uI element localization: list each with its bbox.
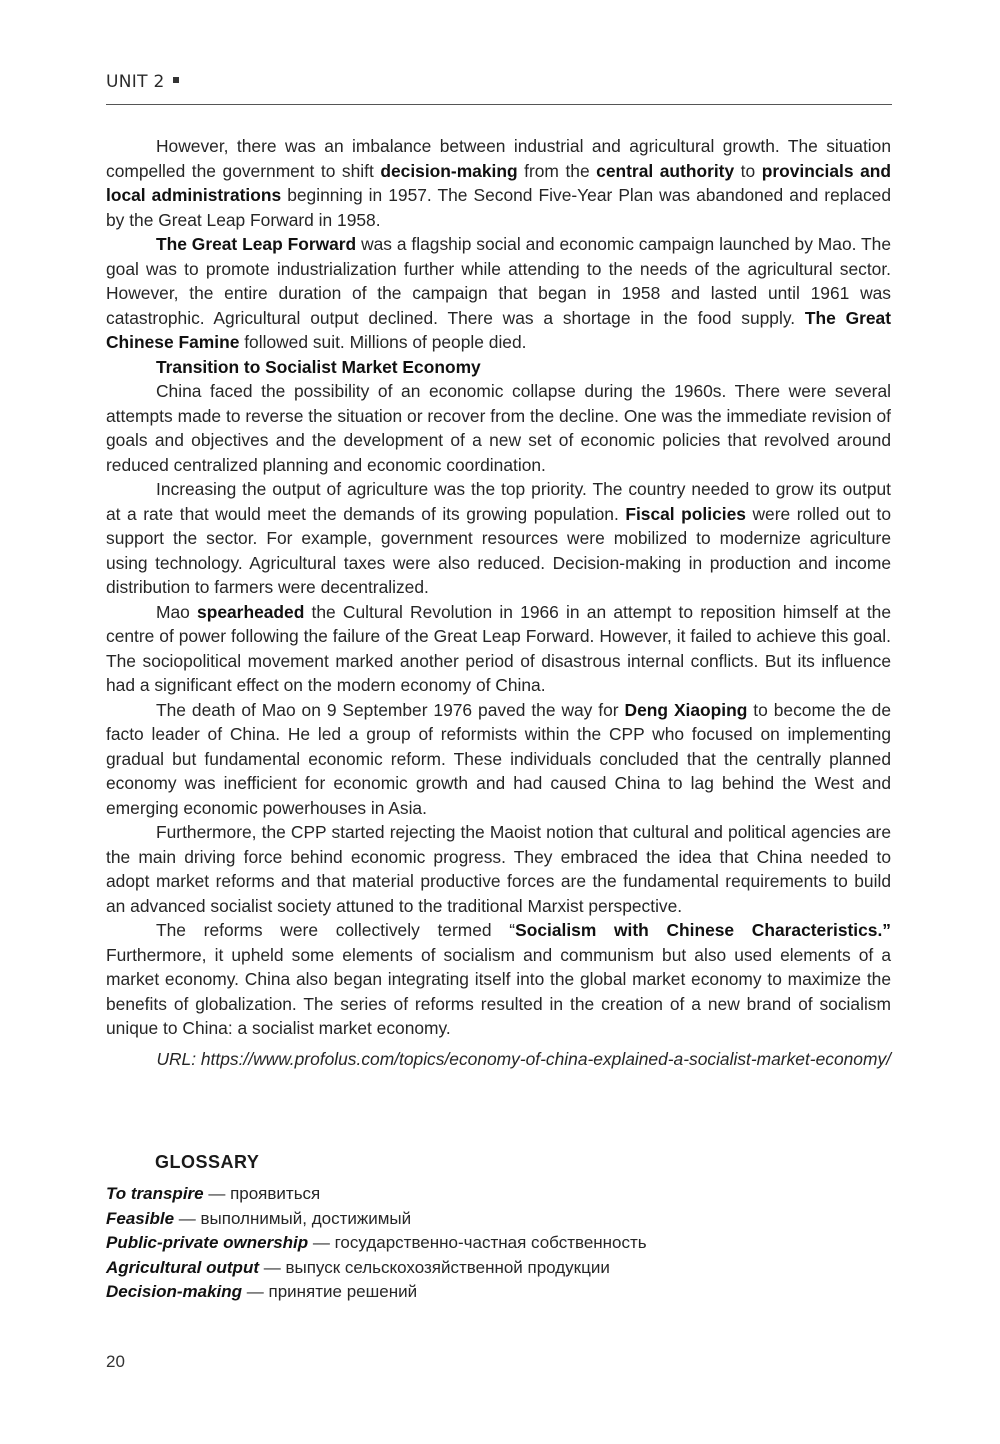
separator: — xyxy=(203,1184,231,1203)
bold-term: provincials and local administrations xyxy=(106,160,891,205)
glossary-translation: проявиться xyxy=(230,1184,321,1203)
glossary-title: GLOSSARY xyxy=(155,1152,260,1172)
text: to become the de facto leader of China. He led a group of reformists within the CPP who focused on implementing gradual but fundamental economic reform. These individuals concluded that the centrally planned economy was inefficient for economic growth and had caused China to lag behind the West and emerging economic powerhouses in Asia. xyxy=(106,699,891,818)
text: The death of Mao on 9 September 1976 paved the way for xyxy=(156,699,625,720)
bold-term: central authority xyxy=(596,160,735,181)
text: from the xyxy=(517,160,597,181)
text: were rolled out to support the sector. For example, government resources were mobilized to modernize agriculture using technology. Agricultural taxes were also reduced. Decision-making in production and income distribution to farmers were decentralized. xyxy=(106,503,892,597)
text: Furthermore, it upheld some elements of socialism and communism but also used elements of a market economy. China also began integrating itself into the global market economy to maximize the benefits of globalization. The series of reforms resulted in the creation of a new brand of socialism unique to China: a socialist market economy. xyxy=(106,944,891,1038)
bold-term: Socialism with Chinese Characteristics.” xyxy=(515,920,891,940)
glossary-item xyxy=(106,1182,891,1207)
page-number: 20 xyxy=(106,1352,125,1371)
separator: — xyxy=(308,1233,335,1253)
unit-label: UNIT 2 xyxy=(106,72,165,92)
text: followed suit. Millions of people died. xyxy=(239,332,527,352)
glossary-translation: принятие решений xyxy=(268,1282,418,1302)
glossary-translation: выпуск сельскохозяйственной продукции xyxy=(285,1257,610,1277)
glossary-translation: выполнимый, достижимый xyxy=(200,1208,412,1228)
section-subheading: Transition to Socialist Market Economy xyxy=(156,356,481,377)
bold-term: Fiscal policies xyxy=(625,503,746,524)
paragraph xyxy=(106,134,891,232)
text: was a flagship social and economic campaign launched by Mao. The goal was to promote industrialization further while attending to the needs of the agricultural sector. However, the entire duration of the campaign that began in 1958 and lasted until 1961 was catastrophic. Agricultural output declined. There was a shortage in the food supply. xyxy=(106,234,891,328)
glossary-item xyxy=(106,1231,891,1256)
separator: — xyxy=(174,1208,201,1228)
paragraph: Furthermore, the CPP started rejecting the Maoist notion that cultural and political agencies are the main driving force behind economic progress. They embraced the idea that China needed to adopt market reforms and that material productive forces are the fundamental requirements to build an advanced socialist society attuned to the traditional Marxist perspective. xyxy=(106,822,891,916)
glossary-item xyxy=(106,1207,891,1232)
text: the Cultural Revolution in 1966 in an attempt to reposition himself at the centre of power following the failure of the Great Leap Forward. However, it failed to achieve this goal. The sociopolitical movement marked another period of disastrous internal conflicts. But its influence had a significant effect on the modern economy of China. xyxy=(106,601,892,695)
paragraph xyxy=(106,232,891,355)
glossary-translation: государственно-частная собственность xyxy=(334,1233,647,1253)
glossary-term: Decision-making xyxy=(106,1282,243,1302)
paragraph xyxy=(106,477,891,600)
paragraph xyxy=(106,918,891,1041)
separator: — xyxy=(242,1282,269,1302)
square-bullet-icon xyxy=(173,77,179,83)
glossary-list xyxy=(106,1182,891,1305)
separator: — xyxy=(258,1257,286,1277)
article-body xyxy=(106,134,891,1071)
glossary-item xyxy=(106,1280,891,1305)
text: The reforms were collectively termed “ xyxy=(156,920,516,940)
source-url[interactable]: URL: https://www.profolus.com/topics/economy-of-china-explained-a-socialist-market-economy/ xyxy=(156,1048,891,1069)
text: to xyxy=(734,160,762,181)
glossary-term: Feasible xyxy=(106,1208,175,1228)
paragraph xyxy=(106,600,891,698)
bold-term: The Great Chinese Famine xyxy=(106,307,891,352)
glossary-term: Public-private ownership xyxy=(106,1233,309,1253)
text: beginning in 1957. The Second Five-Year Plan was abandoned and replaced by the Great Leap Forward in 1958. xyxy=(106,185,891,230)
bold-term: Deng Xiaoping xyxy=(624,699,748,720)
bold-term: The Great Leap Forward xyxy=(156,234,357,254)
glossary-term: To transpire xyxy=(106,1184,204,1203)
glossary-item xyxy=(106,1256,891,1281)
text: However, there was an imbalance between industrial and agricultural growth. The situation compelled the government to shift xyxy=(106,136,891,181)
paragraph xyxy=(106,698,891,821)
glossary-term: Agricultural output xyxy=(106,1257,259,1277)
running-header xyxy=(106,72,891,92)
paragraph: China faced the possibility of an economic collapse during the 1960s. There were several attempts made to reverse the situation or recover from the decline. One was the immediate revision of goals and objectives and the development of a new set of economic policies that revolved around reduced centralized planning and economic coordination. xyxy=(106,381,891,475)
text: Increasing the output of agriculture was the top priority. The country needed to grow its output at a rate that would meet the demands of its growing population. xyxy=(106,479,891,524)
bold-term: spearheaded xyxy=(197,601,305,622)
bold-term: decision-making xyxy=(380,160,518,181)
header-divider xyxy=(106,104,892,105)
text: Mao xyxy=(156,601,198,622)
